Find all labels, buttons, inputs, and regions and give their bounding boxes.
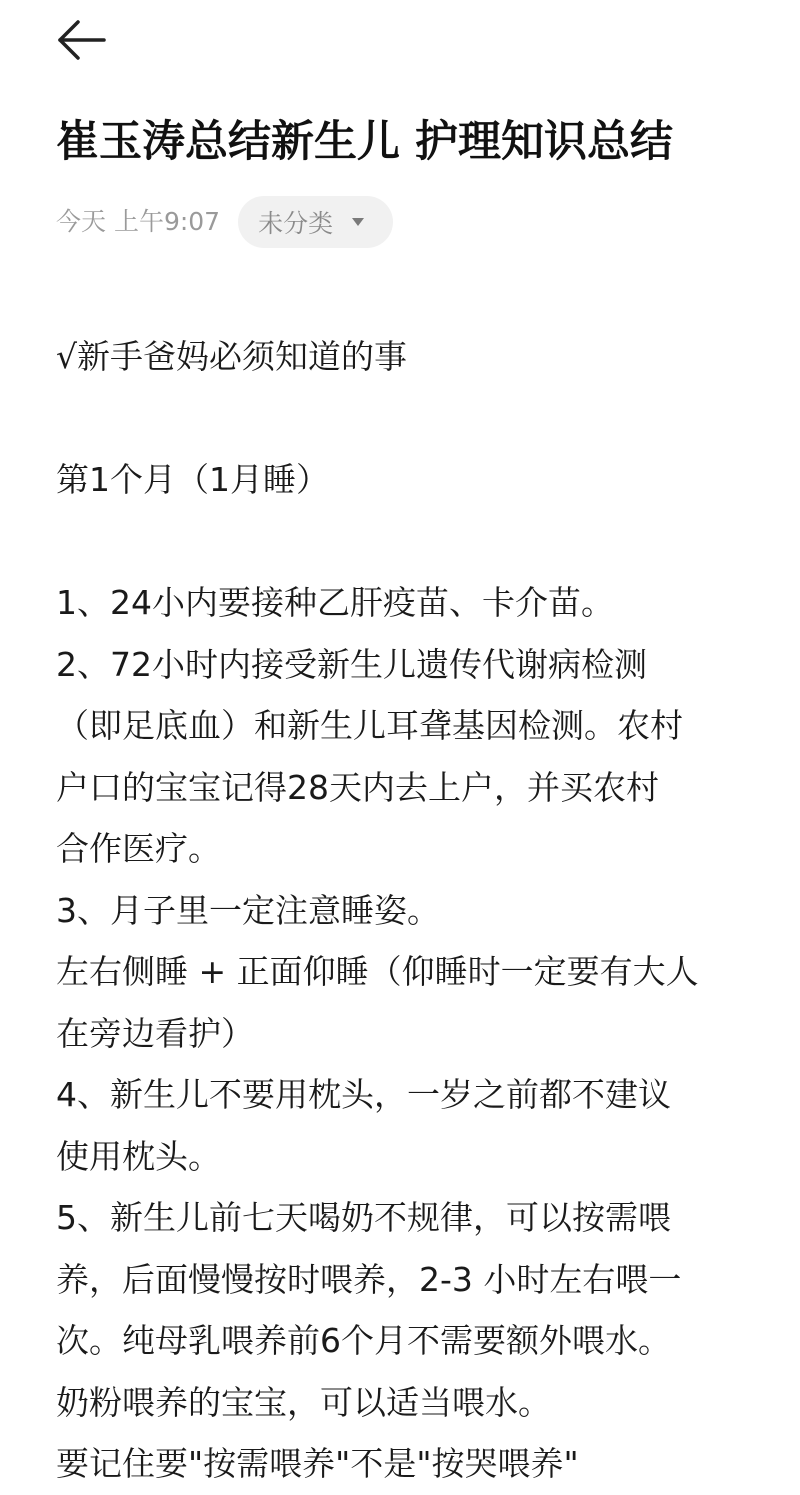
note-line: 合作医疗。 (56, 829, 221, 868)
note-line: 次。纯母乳喂养前6个月不需要额外喂水。 (56, 1321, 671, 1360)
note-line: 要记住要"按需喂养"不是"按哭喂养" (56, 1444, 579, 1483)
note-line: 奶粉喂养的宝宝，可以适当喂水。 (56, 1382, 551, 1422)
note-timestamp: 今天 上午9:07 (56, 207, 221, 236)
note-line: 第1个月（1月睡） (56, 460, 329, 499)
note-line: 左右侧睡 + 正面仰睡（仰睡时一定要有大人 (56, 952, 699, 991)
note-line: 1、24小内要接种乙肝疫苗、卡介苗。 (56, 583, 614, 622)
note-line: 户口的宝宝记得28天内去上户，并买农村 (56, 767, 659, 807)
back-button[interactable] (52, 12, 112, 68)
chevron-down-icon (351, 217, 365, 227)
note-line: 在旁边看护） (56, 1013, 254, 1053)
note-line: √新手爸妈必须知道的事 (56, 337, 408, 376)
note-line: 4、新生儿不要用枕头，一岁之前都不建议 (56, 1075, 671, 1114)
note-line: 3、月子里一定注意睡姿。 (56, 890, 440, 930)
note-body[interactable] (56, 326, 756, 1495)
note-title[interactable]: 崔玉涛总结新生儿 护理知识总结 (56, 117, 673, 167)
category-label: 未分类 (258, 209, 334, 238)
note-meta (56, 196, 393, 248)
note-line: 5、新生儿前七天喝奶不规律，可以按需喂 (56, 1198, 671, 1237)
note-blank-line (56, 388, 756, 450)
note-blank-line (56, 511, 756, 573)
category-dropdown[interactable] (238, 196, 393, 248)
note-line: 养，后面慢慢按时喂养，2-3 小时左右喂一 (56, 1259, 682, 1299)
arrow-left-icon (52, 12, 112, 68)
note-line: 2、72小时内接受新生儿遗传代谢病检测 (56, 644, 647, 684)
note-line: （即足底血）和新生儿耳聋基因检测。农村 (56, 706, 683, 745)
note-line: 使用枕头。 (56, 1136, 221, 1176)
